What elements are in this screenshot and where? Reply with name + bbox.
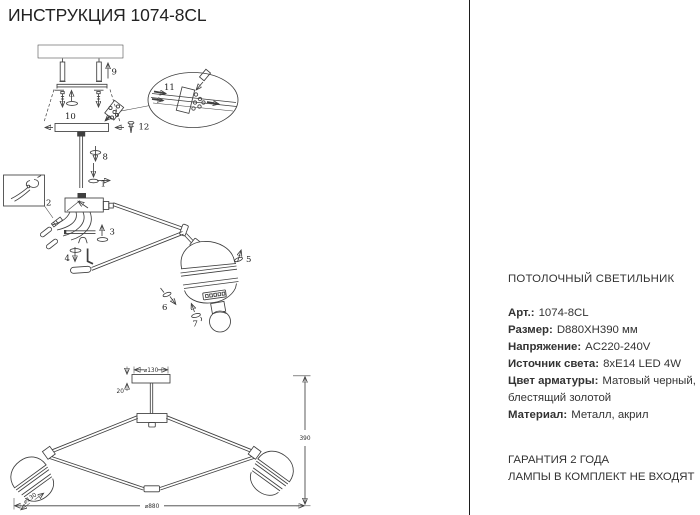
arm-upper bbox=[113, 203, 189, 236]
wall-anchor-left bbox=[60, 59, 66, 82]
spec-label: Размер: bbox=[508, 324, 553, 336]
info-panel bbox=[508, 271, 700, 424]
spec-row-light-source bbox=[508, 356, 700, 373]
dim-label-total-d: ⌀880 bbox=[144, 504, 160, 510]
dim-hub bbox=[137, 414, 167, 423]
dim-label-canopy-h: 20 bbox=[116, 389, 124, 395]
rotate-icon-8 bbox=[90, 146, 108, 163]
crystal-corner-block bbox=[105, 100, 124, 120]
part-label-11: 11 bbox=[164, 83, 175, 93]
spec-value: 1074-8CL bbox=[538, 307, 589, 319]
wire-connectors bbox=[40, 217, 63, 250]
spec-value: D880XH390 мм bbox=[556, 324, 638, 336]
callout-leader bbox=[121, 106, 150, 112]
spec-value: Матовый черный, bbox=[602, 375, 696, 387]
spec-value: AC220-240V bbox=[585, 341, 651, 353]
spec-value: Металл, акрил bbox=[571, 409, 649, 421]
page-title: ИНСТРУКЦИЯ 1074-8CL bbox=[8, 5, 207, 25]
dimension-drawing bbox=[4, 367, 311, 511]
part-label-9: 9 bbox=[111, 67, 117, 78]
spec-label: Цвет арматуры: bbox=[508, 375, 599, 387]
screw-7-icon bbox=[191, 304, 201, 330]
light-bulb bbox=[210, 311, 231, 332]
arrow-up-9 bbox=[108, 64, 117, 79]
rotate-icon-1 bbox=[89, 163, 110, 190]
assembly-4 bbox=[65, 232, 184, 274]
part-label-8: 8 bbox=[102, 152, 108, 163]
lamps-note: ЛАМПЫ В КОМПЛЕКТ НЕ ВХОДЯТ bbox=[508, 471, 695, 483]
spec-row-material bbox=[508, 407, 700, 424]
spec-row-size bbox=[508, 322, 700, 339]
spec-label: Источник света: bbox=[508, 358, 600, 370]
canopy bbox=[46, 124, 125, 137]
part-label-2: 2 bbox=[46, 198, 52, 209]
part-label-7: 7 bbox=[192, 319, 198, 330]
part-label-12: 12 bbox=[138, 122, 150, 133]
screw-6-icon bbox=[161, 288, 176, 313]
spec-value: 8xE14 LED 4W bbox=[603, 358, 681, 370]
dim-label-canopy-d: ⌀130 bbox=[143, 367, 159, 374]
part-label-3: 3 bbox=[109, 227, 115, 238]
spec-label: Напряжение: bbox=[508, 341, 582, 353]
allen-key-icon bbox=[88, 249, 93, 264]
spec-row-finish-color-2 bbox=[508, 390, 700, 407]
screw-5-icon bbox=[234, 251, 251, 266]
wall-anchor-right bbox=[96, 59, 102, 82]
shade-assembly bbox=[181, 234, 239, 333]
spec-label: Арт.: bbox=[508, 307, 535, 319]
assembly-3 bbox=[64, 226, 115, 244]
bracket-screw-left bbox=[61, 92, 64, 107]
warranty-block bbox=[508, 452, 694, 486]
spec-row-finish-color bbox=[508, 373, 700, 390]
warranty-text: ГАРАНТИЯ 2 ГОДА bbox=[508, 454, 610, 466]
ceiling-cup-body bbox=[65, 193, 113, 212]
ceiling-strip bbox=[38, 45, 123, 58]
shade-top bbox=[181, 241, 235, 268]
hanger-rod bbox=[80, 137, 83, 189]
divider bbox=[469, 0, 470, 515]
part-label-1: 1 bbox=[100, 179, 106, 190]
spec-label: Материал: bbox=[508, 409, 568, 421]
pliers-inset bbox=[4, 175, 54, 218]
vent-strip bbox=[203, 290, 227, 300]
part-label-10: 10 bbox=[65, 112, 76, 122]
spec-value: блестящий золотой bbox=[508, 392, 612, 404]
screw-12-icon bbox=[128, 122, 149, 134]
wires bbox=[52, 212, 91, 240]
spec-row-art bbox=[508, 305, 700, 322]
dim-label-shade-d: ⌀130 bbox=[22, 492, 39, 506]
part-label-6: 6 bbox=[162, 303, 168, 313]
spec-row-voltage bbox=[508, 339, 700, 356]
bracket-screw-right bbox=[97, 92, 100, 107]
dim-label-height: 390 bbox=[299, 436, 311, 442]
dim-canopy-plate bbox=[132, 375, 170, 384]
detail-ellipse-11 bbox=[148, 69, 238, 127]
product-type-heading: ПОТОЛОЧНЫЙ СВЕТИЛЬНИК bbox=[508, 273, 675, 285]
part-label-5: 5 bbox=[246, 255, 252, 265]
part-label-4: 4 bbox=[64, 254, 70, 264]
